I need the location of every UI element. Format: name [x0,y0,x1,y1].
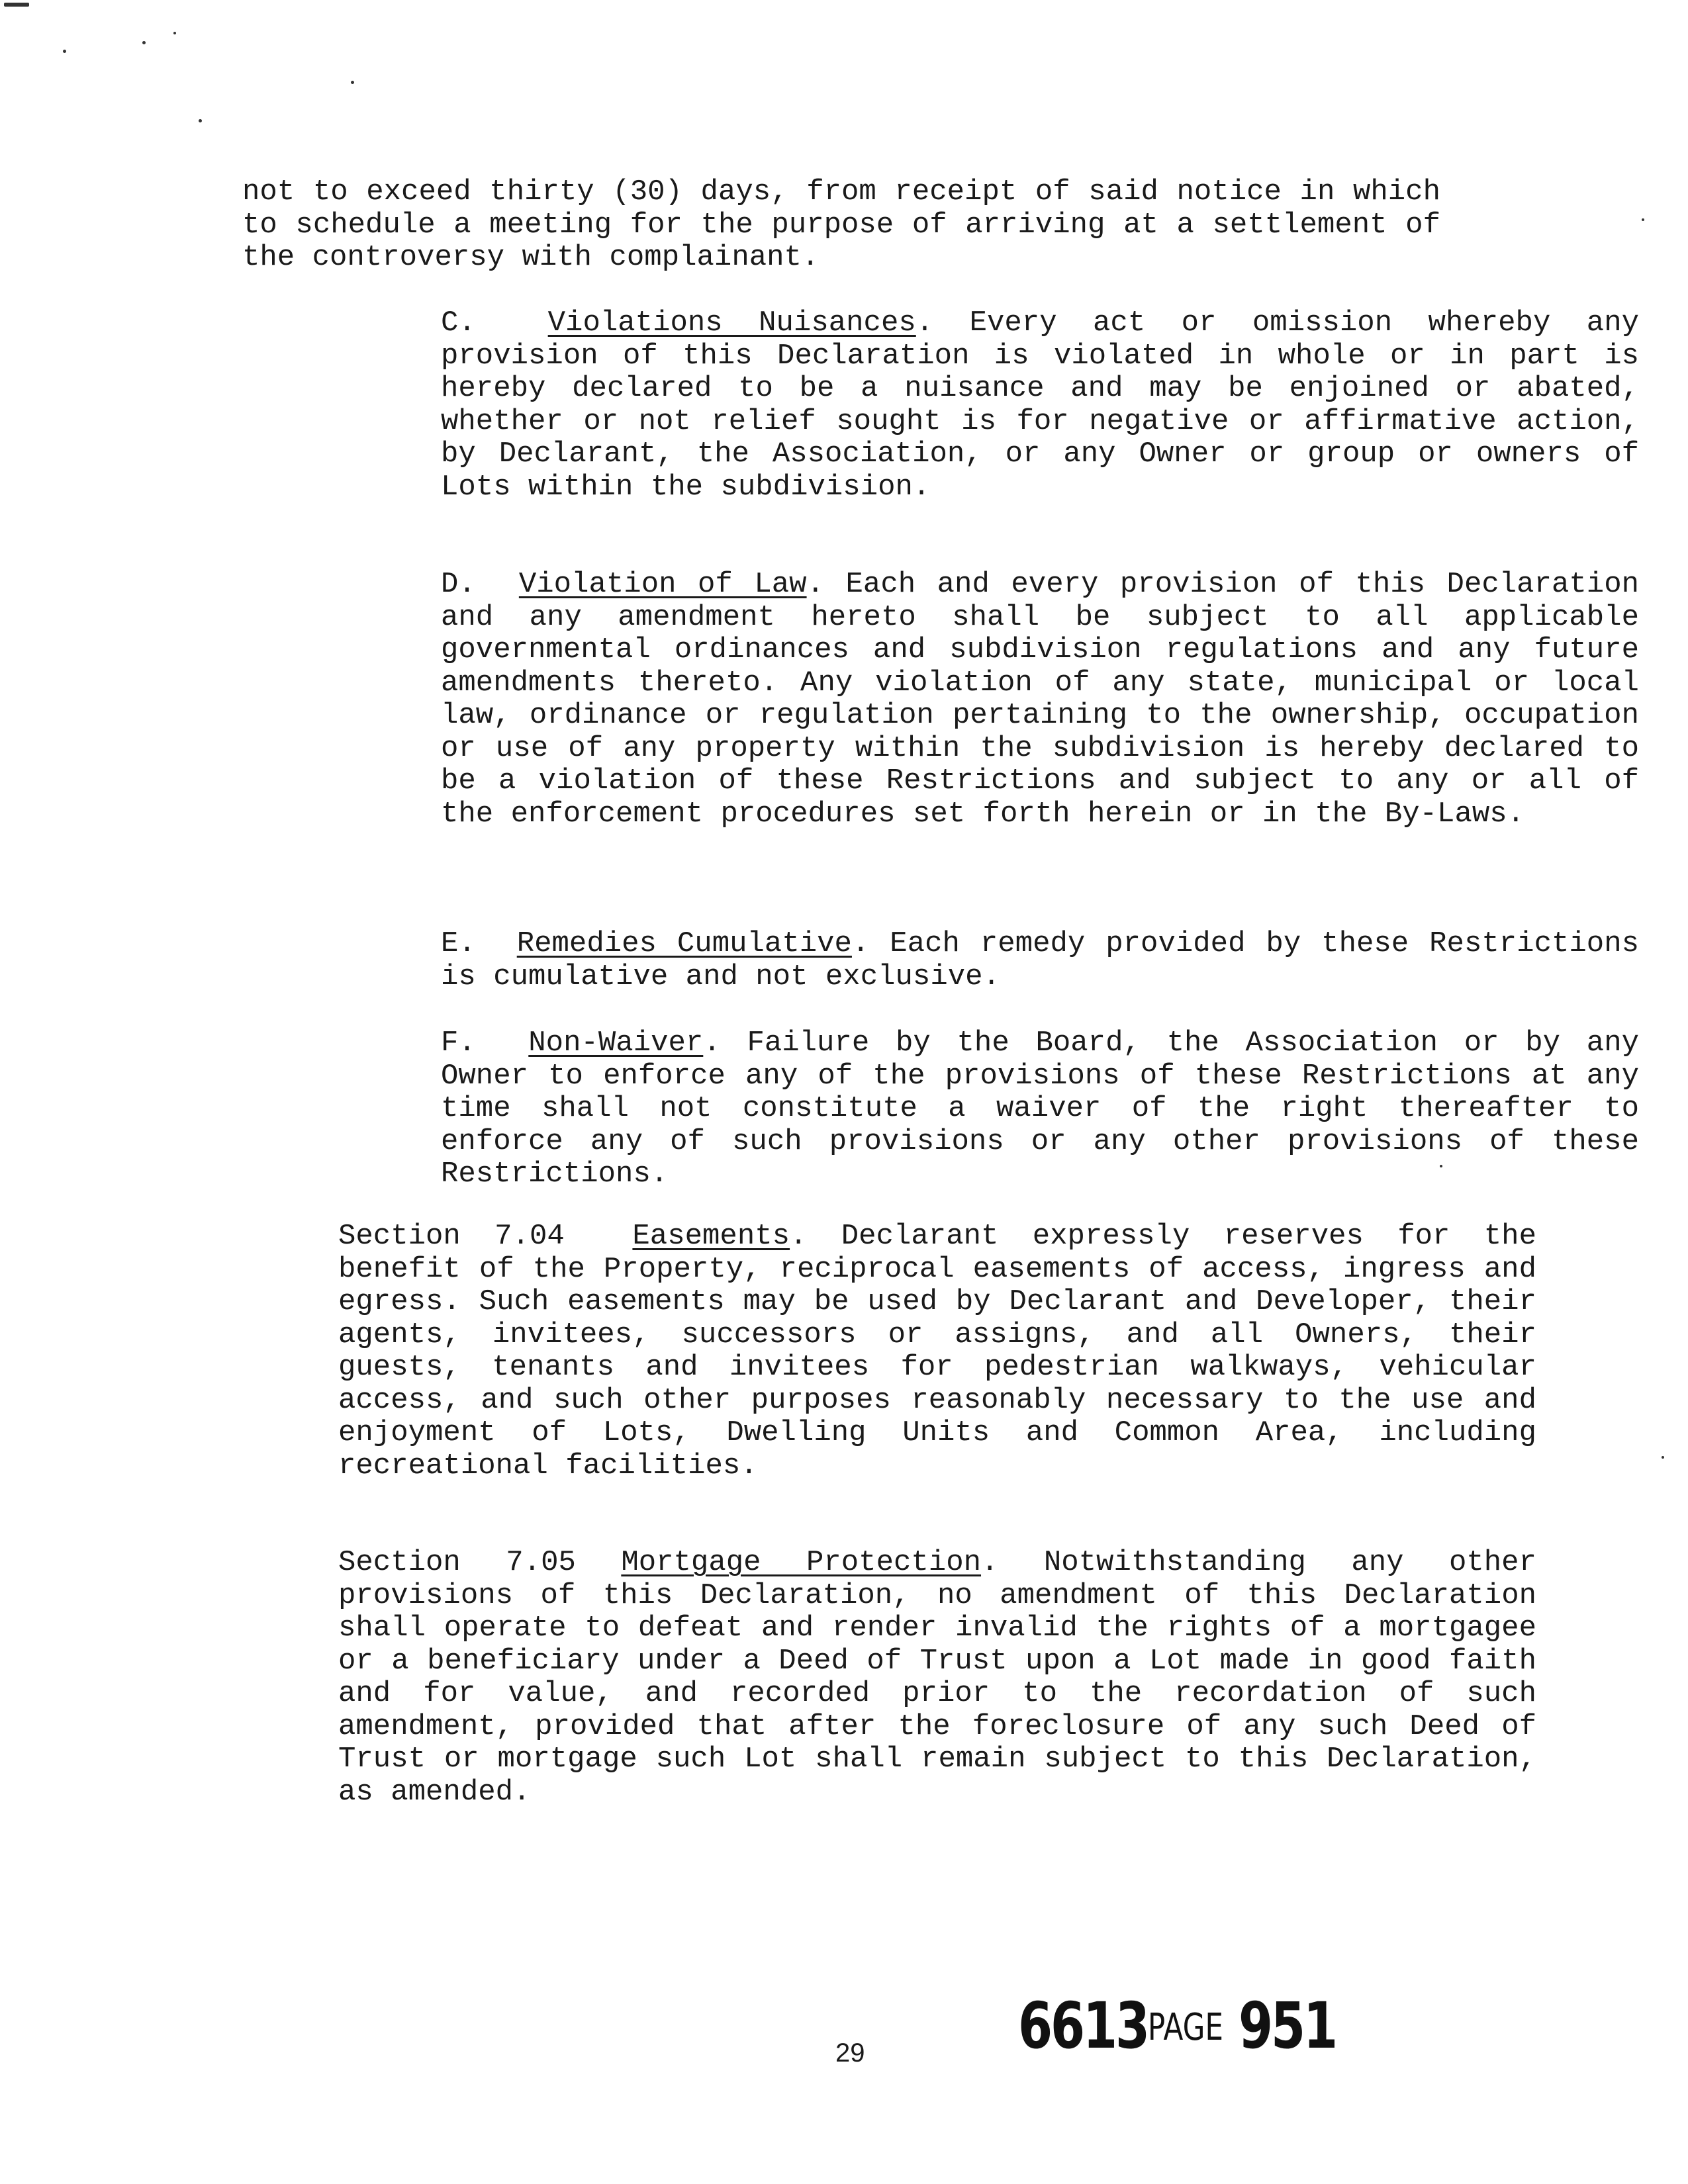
item-heading: Remedies Cumulative [516,927,852,960]
item-label: D. [441,568,476,601]
scan-speck [142,41,146,44]
item-heading: Violations Nuisances [547,306,916,340]
scan-speck [199,119,202,122]
paragraph-d-violation-of-law [242,569,1639,831]
item-label: F. [441,1026,476,1060]
stamp-book-number: 6613 [1018,1989,1148,2063]
paragraph-c-violations-nuisances [242,307,1639,504]
item-body: . Each and every provision of this Declaration and any amendment hereto shall be subject to all applicable governmental ordinances and subdivision regulations and any future amendments thereto. Any violation of any state, municipal or local law, ordinance or regulation pertaining to the ownership, occupation or use of any property within the subdivision is hereby declared to be a violation of these Restrictions and subject to any or all of the enforcement procedures set forth herein or in the By-Laws. [441,568,1640,831]
paragraph-f-non-waiver [242,1027,1639,1191]
paragraph-section-7-04 [242,1220,1536,1482]
scan-speck [1642,218,1644,221]
section-heading: Mortgage Protection [621,1546,982,1579]
item-body: . Each remedy provided by these Restrictions is cumulative and not exclusive. [441,927,1640,993]
item-body: . Every act or omission whereby any provision of this Declaration is violated in whole or in part is hereby declared to be a nuisance and may be enjoined or abated, whether or not relief sought is for negative or affirmative action, by Declarant, the Association, or any Owner or group or owners of Lots within the subdivision. [441,306,1639,504]
section-body: . Notwithstanding any other provisions of this Declaration, no amendment of this Declaration shall operate to defeat and render invalid the rights of a mortgagee or a beneficiary under a Deed of Trust upon a Lot made in good faith and for value, and recorded prior to the recordation of such amendment, provided that after the foreclosure of any such Deed of Trust or mortgage such Lot shall remain subject to this Declaration, as amended. [338,1546,1536,1809]
scan-speck [173,32,176,34]
scan-speck [351,81,354,84]
section-label: Section 7.05 [338,1546,576,1579]
scan-speck [4,3,29,7]
item-label: C. [441,306,476,340]
scan-speck [1440,1165,1442,1167]
paragraph-section-7-05 [242,1547,1536,1809]
paragraph-continuation: not to exceed thirty (30) days, from receipt of said notice in which to schedule a meeting for the purpose of arriving at a settlement of the controversy with complainant. [242,175,1440,274]
recording-stamp [1018,1989,1336,2063]
stamp-page-number: 951 [1238,1989,1336,2063]
item-body: . Failure by the Board, the Association or by any Owner to enforce any of the provisions of these Restrictions at any time shall not constitute a waiver of the right thereafter to enforce any of such provisions or any other provisions of these Restrictions. [441,1026,1639,1191]
scan-speck [63,50,66,53]
section-body: . Declarant expressly reserves for the benefit of the Property, reciprocal easements of access, ingress and egress. Such easements may be used by Declarant and Developer, their agents, invitees, successors or assigns, and all Owners, their guests, tenants and invitees for pedestrian walkways, vehicular access, and such other purposes reasonably necessary to the use and enjoyment of Lots, Dwelling Units and Common Area, including recreational facilities. [338,1220,1536,1482]
section-heading: Easements [632,1220,790,1253]
item-heading: Non-Waiver [528,1026,704,1060]
page-number: 29 [835,2038,865,2068]
section-label: Section 7.04 [338,1220,565,1253]
item-heading: Violation of Law [518,568,807,601]
paragraph-e-remedies-cumulative [242,928,1639,993]
item-label: E. [441,927,476,960]
scan-speck [1662,1456,1664,1459]
stamp-page-label: PAGE [1147,2006,1224,2049]
